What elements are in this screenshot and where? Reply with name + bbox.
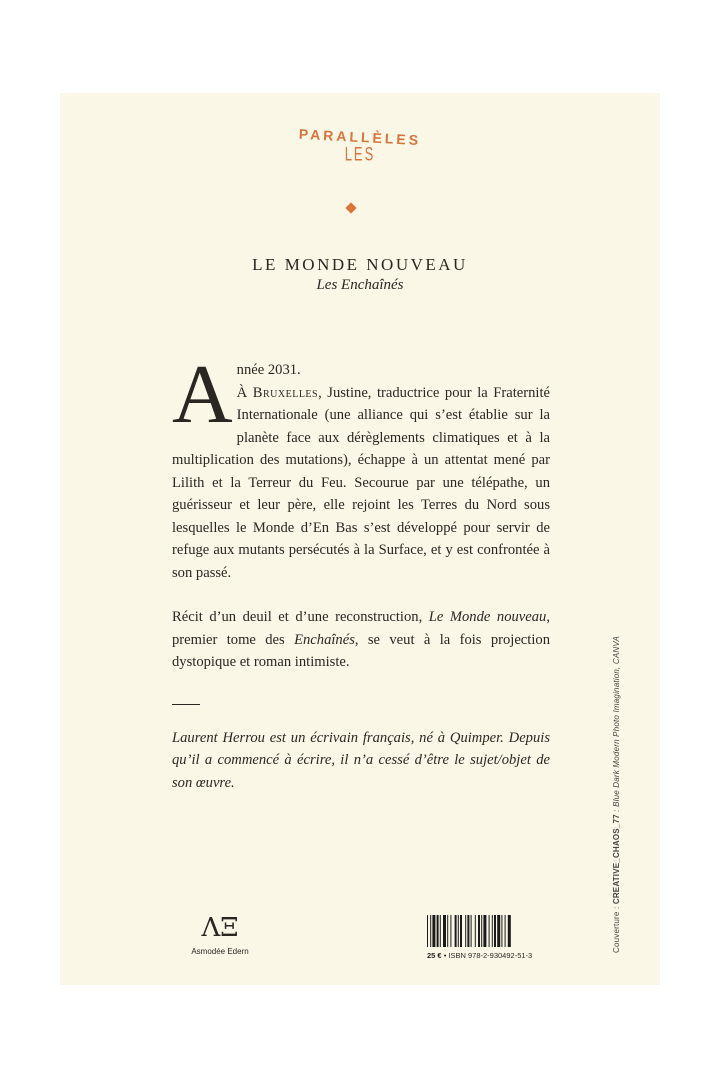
cover-credit [612,636,621,953]
barcode-block [427,915,550,960]
price: 25 € [427,951,442,960]
blurb-para2-start: Récit d’un deuil et d’une reconstruction, [172,609,429,625]
publisher-block [175,915,265,956]
credit-details: : Blue Dark Modern Photo Imagination, CANVA [612,635,621,815]
credit-label: Couverture : [612,904,621,953]
author-bio: Laurent Herrou est un écrivain français, né à Quimper. Depuis qu’il a commencé à écrire, il n’a cessé d’être le sujet/objet de son œuvre. [172,729,550,791]
book-title: LE MONDE NOUVEAU [252,255,468,274]
barcode-image [427,915,550,947]
blurb-para2-end: , se veut à la fois projection dystopique et roman intimiste. [172,631,550,670]
isbn: • ISBN 978-2-930492-51-3 [441,951,533,960]
back-cover [60,93,660,985]
diamond-icon [345,202,356,213]
blurb-para2-series: Enchaînés [294,631,355,648]
collection-name: PARALLÈLES [298,125,422,149]
blurb-para1-rest: , Justine, traductrice pour la Fraternité Internationale (une alliance qui s’est établie sur la planète face aux dérèglements climatiques et à la multiplication des mutations), échappe à un attentat mené par Lilith et la Terreur du Feu. Secourue par une télépathe, un guérisseur et leur père, elle rejoint les Terres du Nord sous lesquelles le Monde d’En Bas s’est développé pour servir de refuge aux mutants persécutés à la Surface, et y est confrontée à son passé. [172,384,550,581]
blurb [172,348,550,794]
blurb-line1: nnée 2031. [236,362,301,378]
book-subtitle: Les Enchaînés [316,277,404,293]
blurb-city: Bruxelles [252,384,319,401]
separator [172,704,200,705]
publisher-name: Asmodée Edern [191,947,249,956]
collection-les: LES [344,142,376,165]
price-isbn [427,951,550,960]
dropcap: A [172,348,233,441]
blurb-paragraph-2 [172,606,550,674]
blurb-line2-prefix: À [236,384,253,401]
blurb-para2-title: Le Monde nouveau [428,609,547,625]
publisher-logo: ΛΞ [201,913,239,943]
blurb-para2-mid: , premier tome des [172,609,550,648]
credit-artist: CREATIVE_CHAOS_77 [612,814,621,905]
blurb-paragraph-1 [172,348,550,584]
